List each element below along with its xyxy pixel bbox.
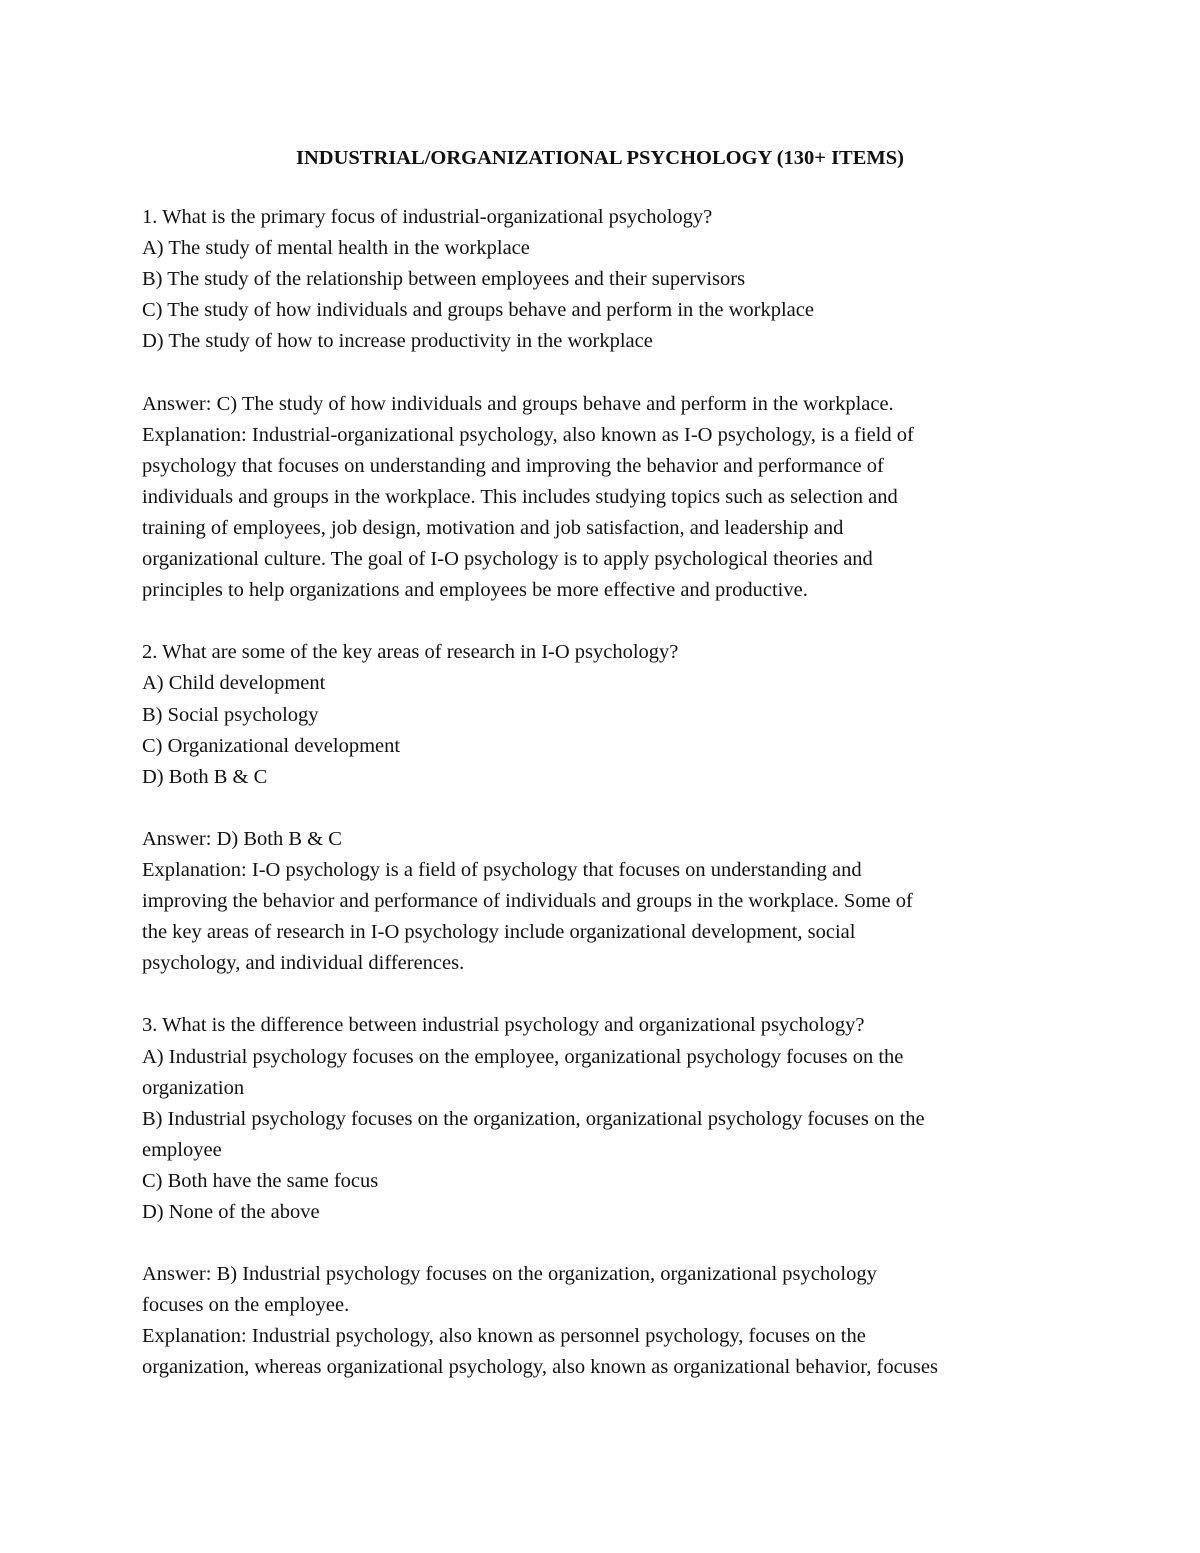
document-title: INDUSTRIAL/ORGANIZATIONAL PSYCHOLOGY (130+ ITEMS) [296,147,904,169]
option-a: A) The study of mental health in the workplace [142,237,530,260]
explanation-line: Explanation: Industrial-organizational psychology, also known as I-O psychology, is a field of [142,423,914,446]
option-c: C) Organizational development [142,734,401,757]
explanation-line: individuals and groups in the workplace. This includes studying topics such as selection and [142,485,898,508]
explanation-line: psychology that focuses on understanding and improving the behavior and performance of [142,454,884,477]
option-b: B) Industrial psychology focuses on the organization, organizational psychology focuses on the [142,1107,925,1130]
question-block-1 [142,202,1072,637]
question-text: 3. What is the difference between industrial psychology and organizational psychology? [142,1014,865,1037]
question-block-2 [142,637,1072,1010]
paragraph-gap [142,793,1072,824]
explanation-line: Explanation: I-O psychology is a field of psychology that focuses on understanding and [142,858,862,881]
option-d: D) The study of how to increase productivity in the workplace [142,330,653,353]
document-body [142,202,1072,1384]
question-text: 1. What is the primary focus of industrial-organizational psychology? [142,206,713,228]
option-a-continued: organization [142,1076,245,1099]
answer-text: Answer: B) Industrial psychology focuses on the organization, organizational psychology [142,1263,877,1286]
answer-text: Answer: C) The study of how individuals and groups behave and perform in the workplace. [142,392,894,415]
option-c: C) Both have the same focus [142,1169,379,1192]
paragraph-gap [142,1228,1072,1259]
explanation-line: organizational culture. The goal of I-O psychology is to apply psychological theories and [142,548,873,571]
option-d: D) Both B & C [142,765,268,788]
option-c: C) The study of how individuals and groups behave and perform in the workplace [142,299,814,322]
option-a: A) Industrial psychology focuses on the employee, organizational psychology focuses on the [142,1045,904,1068]
question-text: 2. What are some of the key areas of research in I-O psychology? [142,641,679,664]
explanation-line: principles to help organizations and employees be more effective and productive. [142,579,808,602]
option-b-continued: employee [142,1138,222,1161]
answer-text-continued: focuses on the employee. [142,1294,350,1317]
explanation-line: training of employees, job design, motivation and job satisfaction, and leadership and [142,516,844,539]
option-b: B) Social psychology [142,703,319,726]
answer-text: Answer: D) Both B & C [142,827,342,850]
question-block-3 [142,1010,1072,1383]
paragraph-gap [142,606,1072,637]
explanation-line: improving the behavior and performance of individuals and groups in the workplace. Some of [142,890,913,913]
explanation-line: psychology, and individual differences. [142,952,465,975]
option-d: D) None of the above [142,1201,320,1223]
option-a: A) Child development [142,672,326,695]
explanation-line: the key areas of research in I-O psychology include organizational development, social [142,921,856,944]
paragraph-gap [142,357,1072,388]
explanation-line: Explanation: Industrial psychology, also known as personnel psychology, focuses on the [142,1325,866,1348]
option-b: B) The study of the relationship between employees and their supervisors [142,268,746,291]
explanation-line: organization, whereas organizational psychology, also known as organizational behavior, focuses [142,1356,938,1379]
paragraph-gap [142,979,1072,1010]
